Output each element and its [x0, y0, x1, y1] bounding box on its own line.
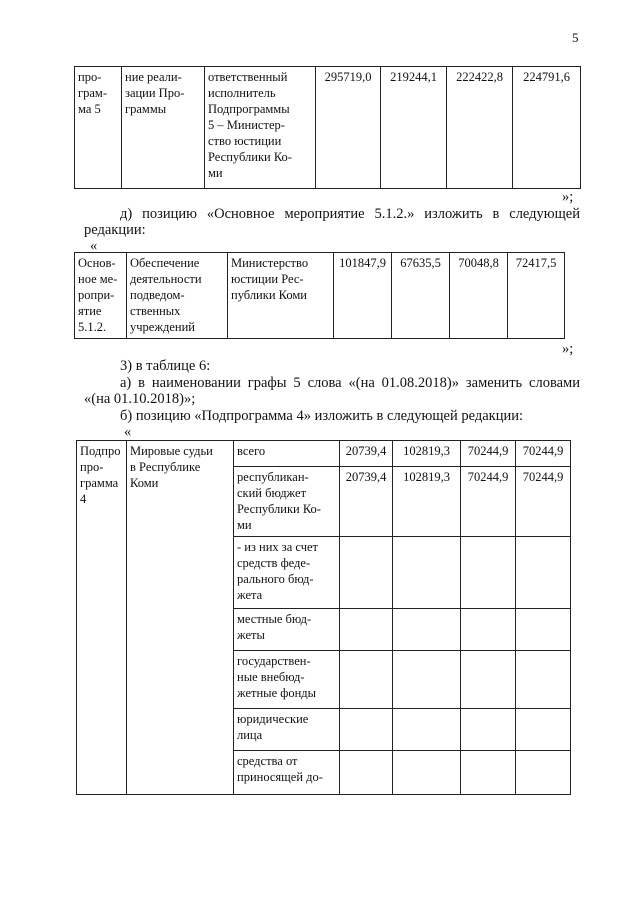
paragraph-3: 3) в таблице 6:: [120, 358, 211, 374]
value-cell: 70244,9: [516, 441, 571, 467]
closing-quote: »;: [562, 341, 574, 357]
executor-cell: ответственный исполнитель Подпрограммы 5 – Министер- ство юстиции Республики Ко- ми: [205, 67, 316, 189]
table-row: [75, 253, 565, 339]
opening-quote: «: [90, 238, 98, 254]
funding-source-cell: всего: [234, 441, 340, 467]
table-subprogram-4: [76, 440, 571, 795]
value-cell: [393, 651, 461, 709]
value-cell: [393, 751, 461, 795]
table-measure-5-1-2: [74, 252, 565, 339]
value-cell: 72417,5: [508, 253, 565, 339]
program-cell: Основ- ное ме- ропри- ятие 5.1.2.: [75, 253, 127, 339]
value-cell: 70244,9: [516, 467, 571, 537]
funding-source-cell: - из них за счет средств феде- рального бюд- жета: [234, 537, 340, 609]
value-cell: 20739,4: [340, 441, 393, 467]
funding-source-cell: государствен- ные внебюд- жетные фонды: [234, 651, 340, 709]
paragraph-a-cont: «(на 01.10.2018)»;: [84, 391, 196, 407]
value-cell: [461, 537, 516, 609]
value-cell: [340, 751, 393, 795]
value-cell: 70244,9: [461, 467, 516, 537]
value-cell: 70244,9: [461, 441, 516, 467]
funding-source-cell: местные бюд- жеты: [234, 609, 340, 651]
opening-quote: «: [124, 424, 132, 440]
funding-source-cell: республикан- ский бюджет Республики Ко- ми: [234, 467, 340, 537]
table-row: [77, 441, 571, 467]
value-cell: [516, 709, 571, 751]
value-cell: 70048,8: [450, 253, 508, 339]
value-cell: [516, 537, 571, 609]
measure-name-cell: Мировые судьи в Республике Коми: [127, 441, 234, 795]
value-cell: 224791,6: [513, 67, 581, 189]
value-cell: [461, 751, 516, 795]
paragraph-b: б) позицию «Подпрограмма 4» изложить в следующей редакции:: [120, 408, 524, 424]
value-cell: 67635,5: [392, 253, 450, 339]
funding-source-cell: средства от приносящей до-: [234, 751, 340, 795]
value-cell: [516, 651, 571, 709]
measure-name-cell: ние реали- зации Про- граммы: [122, 67, 205, 189]
page-number: 5: [572, 30, 579, 45]
value-cell: [393, 709, 461, 751]
value-cell: [461, 709, 516, 751]
value-cell: 295719,0: [316, 67, 381, 189]
closing-quote: »;: [562, 189, 574, 205]
value-cell: [393, 609, 461, 651]
value-cell: [340, 709, 393, 751]
funding-source-cell: юридические лица: [234, 709, 340, 751]
value-cell: [516, 751, 571, 795]
paragraph-d: д) позицию «Основное мероприятие 5.1.2.» изложить в следующей: [120, 206, 580, 222]
value-cell: 219244,1: [381, 67, 447, 189]
table-subprogram-5: [74, 66, 581, 189]
program-cell: Подпро про- грамма 4: [77, 441, 127, 795]
value-cell: [516, 609, 571, 651]
value-cell: 102819,3: [393, 467, 461, 537]
value-cell: 222422,8: [447, 67, 513, 189]
value-cell: 101847,9: [334, 253, 392, 339]
paragraph-d-cont: редакции:: [84, 222, 146, 238]
value-cell: [461, 609, 516, 651]
value-cell: [340, 537, 393, 609]
measure-name-cell: Обеспечение деятельности подведом- ственных учреждений: [127, 253, 228, 339]
executor-cell: Министерство юстиции Рес- публики Коми: [228, 253, 334, 339]
value-cell: 102819,3: [393, 441, 461, 467]
paragraph-a: а) в наименовании графы 5 слова «(на 01.08.2018)» заменить словами: [120, 375, 580, 391]
value-cell: [461, 651, 516, 709]
value-cell: [393, 537, 461, 609]
value-cell: 20739,4: [340, 467, 393, 537]
value-cell: [340, 651, 393, 709]
value-cell: [340, 609, 393, 651]
table-row: [75, 67, 581, 189]
program-cell: про- грам- ма 5: [75, 67, 122, 189]
